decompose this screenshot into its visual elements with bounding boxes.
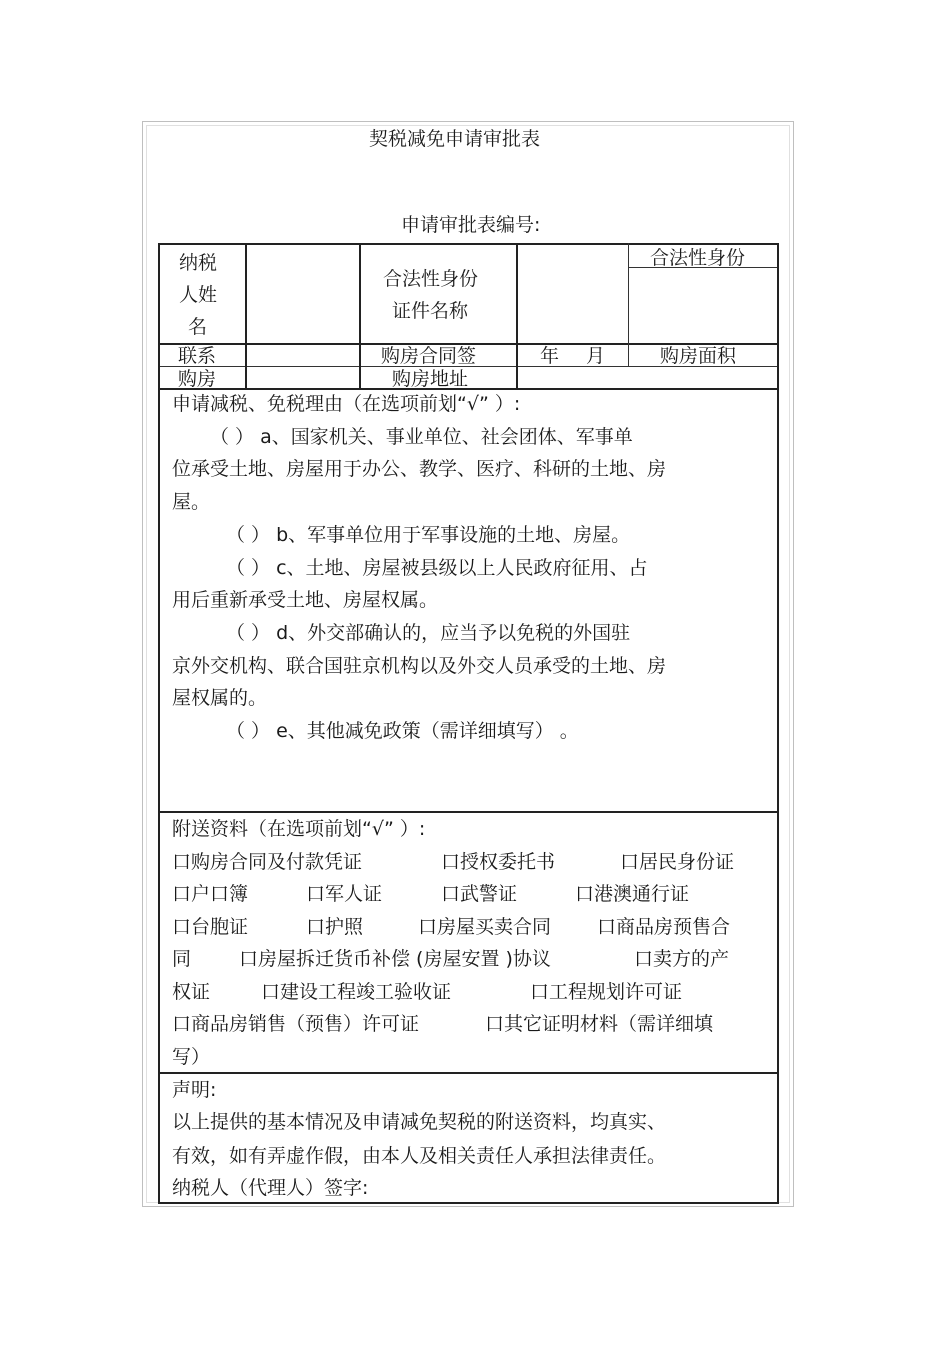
reason-a-line-1: （ ） a、国家机关、事业单位、社会团体、军事单 <box>210 426 633 448</box>
grid-line <box>516 243 518 389</box>
attachment-military-id: 口军人证 <box>306 883 383 905</box>
year-label: 年 <box>540 345 560 366</box>
reason-d-line-2: 京外交机构、联合国驻京机构以及外交人员承受的土地、房 <box>172 655 667 677</box>
reason-c-line-2: 用后重新承受土地、房屋权属。 <box>172 589 439 611</box>
attachment-taiwan-compatriot-permit: 口台胞证 <box>172 916 249 938</box>
signature-label: 纳税人（代理人）签字: <box>172 1177 369 1199</box>
reason-d-line-1: （ ） d、外交部确认的，应当予以免税的外国驻 <box>226 622 631 644</box>
attachments-heading: 附送资料（在选项前划“√” ）: <box>172 818 426 840</box>
taxpayer-name-label-3: 名 <box>188 316 208 338</box>
grid-line <box>158 366 779 367</box>
table-bottom-border <box>158 1202 779 1204</box>
reason-d-line-3: 屋权属的。 <box>172 687 268 709</box>
attachment-completion-acceptance: 口建设工程竣工验收证 <box>261 981 452 1003</box>
id-document-name-label-1: 合法性身份 <box>383 268 479 290</box>
id-document-right-label: 合法性身份 <box>650 247 746 269</box>
table-left-border <box>158 243 160 1204</box>
attachment-planning-permit: 口工程规划许可证 <box>530 981 683 1003</box>
grid-line <box>359 243 361 389</box>
attachment-seller-title: 口卖方的产 <box>634 948 730 970</box>
attachment-presale-contract: 口商品房预售合 <box>597 916 731 938</box>
attachment-passport: 口护照 <box>306 916 364 938</box>
purchase-label: 购房 <box>178 368 217 388</box>
contract-sign-label: 购房合同签 <box>381 345 477 366</box>
attachment-purchase-contract: 口购房合同及付款凭证 <box>172 851 363 873</box>
reasons-heading: 申请减税、免税理由（在选项前划“√” ）: <box>172 393 521 415</box>
attachment-seller-title-cont: 权证 <box>172 981 211 1003</box>
reason-e-line-1: （ ） e、其他减免政策（需详细填写） 。 <box>226 720 579 742</box>
declaration-heading: 声明: <box>172 1079 217 1101</box>
taxpayer-name-label-1: 纳税 <box>179 252 218 274</box>
reason-a-line-3: 屋。 <box>172 491 211 513</box>
reason-a-line-2: 位承受土地、房屋用于办公、教学、医疗、科研的土地、房 <box>172 458 667 480</box>
declaration-line-1: 以上提供的基本情况及申请减免契税的附送资料，均真实、 <box>172 1111 667 1133</box>
form-title: 契税减免申请审批表 <box>369 128 541 150</box>
id-document-name-label-2: 证件名称 <box>392 300 469 322</box>
taxpayer-name-label-2: 人姓 <box>179 284 218 306</box>
reason-c-line-1: （ ） c、土地、房屋被县级以上人民政府征用、占 <box>226 557 648 579</box>
attachment-presale-contract-cont: 同 <box>172 948 192 970</box>
attachment-sale-contract: 口房屋买卖合同 <box>418 916 552 938</box>
declaration-line-2: 有效，如有弄虚作假，由本人及相关责任人承担法律责任。 <box>172 1145 667 1167</box>
attachment-other-documents-cont: 写） <box>172 1046 211 1068</box>
table-right-border <box>777 243 779 1204</box>
month-label: 月 <box>586 345 606 366</box>
purchase-address-label: 购房地址 <box>392 368 469 388</box>
grid-line <box>158 811 779 813</box>
purchase-area-label: 购房面积 <box>660 345 737 366</box>
contact-label: 联系 <box>178 345 217 366</box>
reason-b-line-1: （ ） b、军事单位用于军事设施的土地、房屋。 <box>226 524 631 546</box>
grid-line <box>628 243 629 367</box>
grid-line <box>245 243 247 389</box>
attachment-hk-macau-permit: 口港澳通行证 <box>575 883 690 905</box>
attachment-armed-police-id: 口武警证 <box>441 883 518 905</box>
grid-line <box>158 1072 779 1074</box>
attachment-household-register: 口户口簿 <box>172 883 249 905</box>
grid-line <box>158 388 779 390</box>
attachment-other-documents: 口其它证明材料（需详细填 <box>485 1013 714 1035</box>
serial-number-label: 申请审批表编号: <box>401 214 541 236</box>
attachment-demolition-agreement: 口房屋拆迁货币补偿 (房屋安置 )协议 <box>239 948 551 970</box>
table-top-border <box>158 243 779 245</box>
attachment-resident-id: 口居民身份证 <box>620 851 735 873</box>
attachment-power-of-attorney: 口授权委托书 <box>441 851 556 873</box>
attachment-sales-permit: 口商品房销售（预售）许可证 <box>172 1013 420 1035</box>
